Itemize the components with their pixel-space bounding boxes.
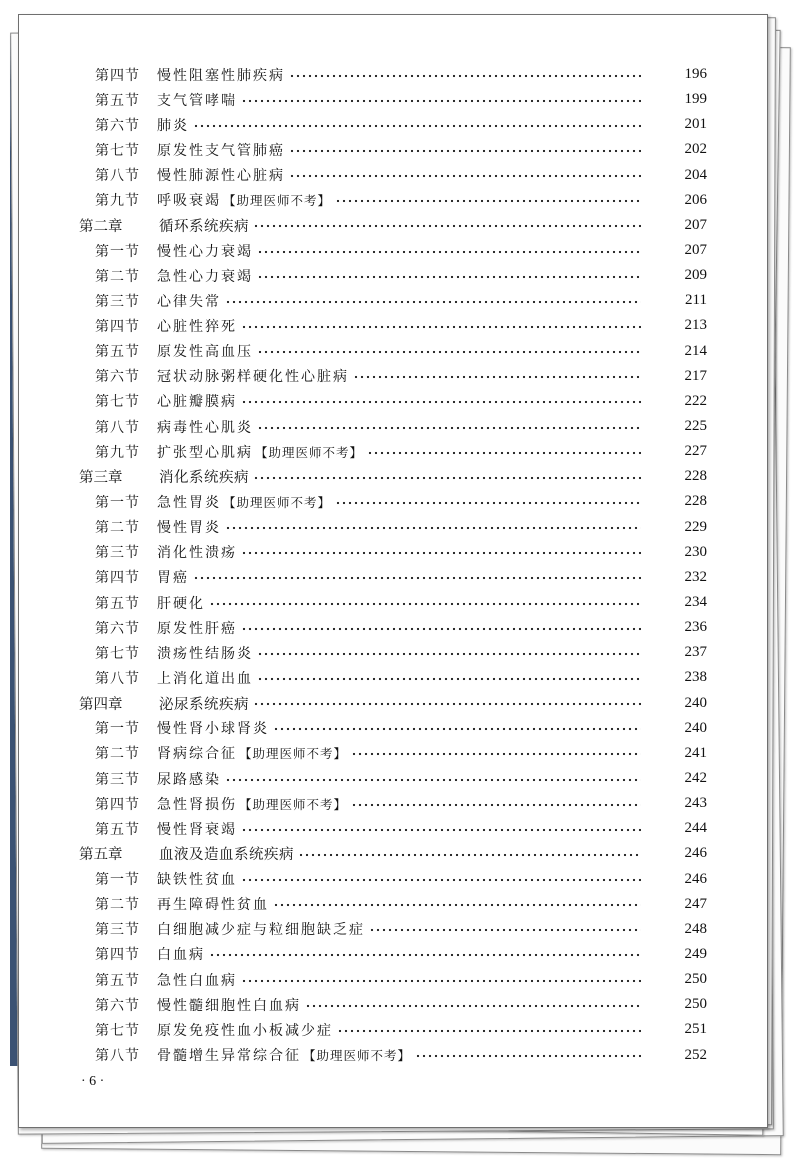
toc-entry-number: 第二节 (95, 520, 140, 537)
toc-entry-number: 第五章 (79, 847, 123, 864)
toc-dot-leader (273, 727, 641, 731)
toc-dot-leader (241, 325, 641, 329)
toc-entry-number: 第七节 (95, 645, 140, 662)
page-folio: · 6 · (81, 1074, 105, 1089)
toc-dot-leader (225, 526, 641, 530)
toc-page-number: 209 (684, 267, 707, 284)
toc-section-row[interactable] (19, 163, 767, 188)
toc-chapter-row[interactable] (19, 841, 767, 866)
toc-section-row[interactable] (19, 665, 767, 690)
toc-page-number: 238 (684, 669, 707, 686)
toc-section-row[interactable] (19, 313, 767, 338)
toc-entry-number: 第六节 (95, 620, 140, 637)
toc-page-number: 211 (685, 292, 707, 309)
toc-entry-number: 第三节 (95, 771, 140, 788)
toc-entry-title: 白血病 (157, 947, 205, 964)
toc-section-row[interactable] (19, 766, 767, 791)
toc-entry-number: 第四节 (95, 318, 140, 335)
toc-page-number: 207 (684, 216, 707, 233)
toc-dot-leader (193, 124, 641, 128)
toc-page-number: 230 (684, 543, 707, 560)
toc-dot-leader (253, 476, 641, 480)
toc-dot-leader (241, 979, 641, 983)
toc-entry-number: 第八节 (95, 670, 140, 687)
toc-entry-number: 第二节 (95, 746, 140, 763)
toc-section-row[interactable] (19, 263, 767, 288)
toc-section-row[interactable] (19, 238, 767, 263)
toc-entry-number: 第四章 (79, 696, 123, 713)
toc-entry-number: 第二节 (95, 268, 140, 285)
toc-section-row[interactable] (19, 1017, 767, 1042)
toc-page-number: 241 (684, 744, 707, 761)
toc-page-number: 204 (684, 166, 707, 183)
toc-page-number: 252 (684, 1046, 707, 1063)
toc-entry-title: 呼吸衰竭 (157, 193, 221, 210)
toc-dot-leader (305, 1004, 641, 1008)
toc-page-number: 229 (684, 518, 707, 535)
toc-entry-title: 慢性肾衰竭 (157, 821, 237, 838)
toc-page-number: 227 (684, 443, 707, 460)
toc-section-row[interactable] (19, 288, 767, 313)
toc-page-number: 242 (684, 770, 707, 786)
toc-dot-leader (415, 1054, 641, 1058)
toc-dot-leader (241, 878, 641, 882)
toc-page-number: 248 (684, 920, 707, 937)
toc-dot-leader (337, 1029, 641, 1033)
toc-section-row[interactable] (19, 87, 767, 112)
toc-entry-title: 胃癌 (157, 570, 189, 587)
toc-page-number: 237 (684, 644, 707, 661)
toc-entry-title: 心律失常 (157, 293, 221, 310)
toc-dot-leader (253, 702, 641, 706)
toc-entry-title: 急性白血病 (157, 972, 237, 989)
toc-entry-title: 心脏瓣膜病 (157, 394, 237, 411)
toc-entry-number: 第一节 (95, 721, 140, 738)
toc-dot-leader (241, 627, 641, 631)
toc-entry-note: 【助理医师不考】 (223, 494, 332, 510)
toc-page-number: 228 (684, 493, 707, 510)
toc-entry-title: 循环系统疾病 (159, 218, 249, 235)
toc-entry-title: 尿路感染 (157, 771, 221, 788)
toc-entry-title: 原发免疫性血小板减少症 (157, 1022, 333, 1039)
toc-section-row[interactable] (19, 791, 767, 816)
toc-entry-number: 第五节 (95, 344, 140, 361)
toc-page-number: 244 (684, 820, 707, 837)
toc-entry-title: 消化性溃疡 (157, 545, 237, 562)
toc-section-row[interactable] (19, 540, 767, 565)
toc-page-number: 236 (684, 619, 707, 636)
toc-dot-leader (273, 903, 641, 907)
toc-page-number: 232 (684, 568, 707, 585)
toc-dot-leader (253, 224, 641, 228)
toc-entry-number: 第八节 (95, 168, 140, 185)
toc-dot-leader (225, 778, 641, 782)
toc-entry-number: 第四节 (95, 570, 140, 587)
toc-dot-leader (193, 576, 641, 580)
toc-page-number: 247 (684, 895, 707, 912)
toc-entry-title: 急性胃炎 (157, 494, 221, 511)
toc-entry-number: 第六节 (95, 117, 140, 134)
toc-section-row[interactable] (19, 892, 767, 917)
toc-entry-number: 第五节 (95, 595, 140, 612)
toc-chapter-row[interactable] (19, 464, 767, 489)
toc-dot-leader (257, 350, 641, 354)
toc-entry-number: 第四节 (95, 67, 140, 84)
toc-entry-title: 慢性胃炎 (157, 520, 221, 537)
toc-page-number: 250 (684, 996, 707, 1013)
toc-entry-number: 第六节 (95, 369, 140, 386)
toc-entry-title: 原发性高血压 (157, 344, 253, 361)
toc-dot-leader (335, 199, 641, 203)
toc-entry-number: 第五节 (95, 972, 140, 989)
toc-page-number: 222 (684, 392, 707, 409)
toc-entry-number: 第八节 (95, 1048, 140, 1065)
toc-section-row[interactable] (19, 62, 767, 87)
toc-section-row[interactable] (19, 515, 767, 540)
toc-section-row[interactable] (19, 414, 767, 439)
toc-entry-number: 第六节 (95, 997, 140, 1014)
toc-dot-leader (289, 174, 641, 178)
toc-entry-title: 肺炎 (157, 117, 189, 134)
toc-entry-title: 扩张型心肌病 (157, 444, 253, 461)
toc-section-row[interactable] (19, 942, 767, 967)
toc-page-number: 206 (684, 191, 707, 208)
toc-dot-leader (209, 953, 641, 957)
toc-section-row[interactable] (19, 389, 767, 414)
toc-section-row[interactable] (19, 867, 767, 892)
toc-entry-title: 慢性心力衰竭 (157, 243, 253, 260)
toc-entry-note: 【助理医师不考】 (239, 796, 348, 812)
toc-entry-number: 第一节 (95, 872, 140, 889)
toc-entry-title: 冠状动脉粥样硬化性心脏病 (157, 369, 349, 386)
toc-entry-title: 慢性肾小球肾炎 (157, 721, 269, 738)
toc-entry-number: 第九节 (95, 444, 140, 461)
toc-chapter-row[interactable] (19, 213, 767, 238)
toc-entry-title: 急性肾损伤 (157, 796, 237, 813)
toc-section-row[interactable] (19, 816, 767, 841)
toc-entry-number: 第八节 (95, 419, 140, 436)
toc-page-number: 234 (684, 594, 707, 611)
toc-dot-leader (241, 828, 641, 832)
toc-chapter-row[interactable] (19, 691, 767, 716)
toc-entry-number: 第二节 (95, 897, 140, 914)
toc-page-number: 207 (684, 242, 707, 259)
toc-section-row[interactable] (19, 741, 767, 766)
toc-entry-number: 第二章 (79, 218, 123, 235)
toc-entry-number: 第三节 (95, 922, 140, 939)
toc-entry-number: 第七节 (95, 142, 140, 159)
toc-page-number: 199 (684, 91, 707, 108)
toc-entry-number: 第一节 (95, 243, 140, 260)
toc-page-number: 251 (684, 1021, 707, 1038)
toc-page-number: 246 (684, 845, 707, 862)
toc-dot-leader (257, 426, 641, 430)
toc-dot-leader (241, 400, 641, 404)
toc-entry-title: 慢性髓细胞性白血病 (157, 997, 301, 1014)
toc-entry-title: 肾病综合征 (157, 746, 237, 763)
toc-entry-title: 再生障碍性贫血 (157, 897, 269, 914)
table-of-contents (19, 62, 767, 1068)
toc-section-row[interactable] (19, 917, 767, 942)
toc-dot-leader (351, 803, 641, 807)
toc-page-number: 214 (684, 342, 707, 359)
toc-entry-title: 缺铁性贫血 (157, 872, 237, 889)
toc-entry-title: 原发性支气管肺癌 (157, 142, 285, 159)
toc-page (18, 14, 768, 1128)
toc-section-row[interactable] (19, 339, 767, 364)
toc-section-row[interactable] (19, 188, 767, 213)
toc-page-number: 228 (684, 468, 707, 485)
toc-entry-title: 慢性肺源性心脏病 (157, 168, 285, 185)
toc-section-row[interactable] (19, 716, 767, 741)
toc-section-row[interactable] (19, 364, 767, 389)
toc-section-row[interactable] (19, 489, 767, 514)
toc-page-number: 201 (684, 116, 707, 133)
toc-page-number: 243 (684, 795, 707, 812)
toc-section-row[interactable] (19, 967, 767, 992)
toc-section-row[interactable] (19, 615, 767, 640)
toc-entry-title: 骨髓增生异常综合征 (157, 1048, 301, 1065)
toc-entry-number: 第九节 (95, 193, 140, 210)
toc-dot-leader (351, 752, 641, 756)
toc-entry-title: 溃疡性结肠炎 (157, 645, 253, 662)
toc-section-row[interactable] (19, 112, 767, 137)
toc-section-row[interactable] (19, 565, 767, 590)
toc-entry-note: 【助理医师不考】 (303, 1048, 412, 1064)
toc-dot-leader (367, 451, 641, 455)
toc-dot-leader (289, 149, 641, 153)
toc-entry-number: 第四节 (95, 796, 140, 813)
toc-dot-leader (353, 375, 641, 379)
toc-dot-leader (369, 928, 641, 932)
toc-entry-title: 白细胞减少症与粒细胞缺乏症 (157, 922, 365, 939)
toc-entry-title: 支气管哮喘 (157, 92, 237, 109)
toc-entry-note: 【助理医师不考】 (239, 746, 348, 762)
toc-entry-title: 上消化道出血 (157, 670, 253, 687)
toc-section-row[interactable] (19, 1042, 767, 1067)
toc-entry-title: 血液及造血系统疾病 (159, 847, 294, 864)
toc-section-row[interactable] (19, 137, 767, 162)
toc-dot-leader (335, 501, 641, 505)
toc-entry-title: 病毒性心肌炎 (157, 419, 253, 436)
toc-dot-leader (298, 853, 641, 857)
toc-section-row[interactable] (19, 640, 767, 665)
toc-dot-leader (257, 652, 641, 656)
toc-entry-number: 第三节 (95, 545, 140, 562)
toc-entry-number: 第七节 (95, 394, 140, 411)
toc-section-row[interactable] (19, 439, 767, 464)
toc-page-number: 240 (684, 694, 707, 711)
toc-page-number: 217 (684, 367, 707, 384)
toc-entry-title: 原发性肝癌 (157, 620, 237, 637)
toc-page-number: 250 (684, 971, 707, 988)
toc-entry-number: 第三章 (79, 470, 123, 487)
toc-page-number: 249 (684, 945, 707, 962)
toc-dot-leader (225, 300, 641, 304)
toc-entry-note: 【助理医师不考】 (223, 193, 332, 209)
toc-entry-number: 第五节 (95, 821, 140, 838)
toc-section-row[interactable] (19, 992, 767, 1017)
toc-section-row[interactable] (19, 590, 767, 615)
toc-dot-leader (209, 602, 641, 606)
toc-entry-note: 【助理医师不考】 (255, 444, 364, 460)
toc-page-number: 213 (684, 317, 707, 334)
toc-dot-leader (289, 74, 641, 78)
toc-entry-number: 第一节 (95, 494, 140, 511)
toc-entry-number: 第五节 (95, 92, 140, 109)
toc-page-number: 240 (684, 719, 707, 736)
toc-page-number: 246 (684, 870, 707, 887)
toc-entry-number: 第四节 (95, 947, 140, 964)
toc-dot-leader (241, 551, 641, 555)
toc-page-number: 196 (684, 66, 707, 83)
toc-page-number: 202 (684, 141, 707, 158)
toc-dot-leader (257, 250, 641, 254)
toc-entry-title: 慢性阻塞性肺疾病 (157, 67, 285, 84)
toc-entry-title: 肝硬化 (157, 595, 205, 612)
toc-dot-leader (257, 677, 641, 681)
toc-entry-title: 心脏性猝死 (157, 318, 237, 335)
toc-entry-number: 第三节 (95, 293, 140, 310)
toc-entry-number: 第七节 (95, 1022, 140, 1039)
toc-dot-leader (257, 275, 641, 279)
toc-entry-title: 泌尿系统疾病 (159, 696, 249, 713)
toc-page-number: 225 (684, 418, 707, 435)
toc-entry-title: 急性心力衰竭 (157, 268, 253, 285)
toc-dot-leader (241, 99, 641, 103)
toc-entry-title: 消化系统疾病 (159, 470, 249, 487)
